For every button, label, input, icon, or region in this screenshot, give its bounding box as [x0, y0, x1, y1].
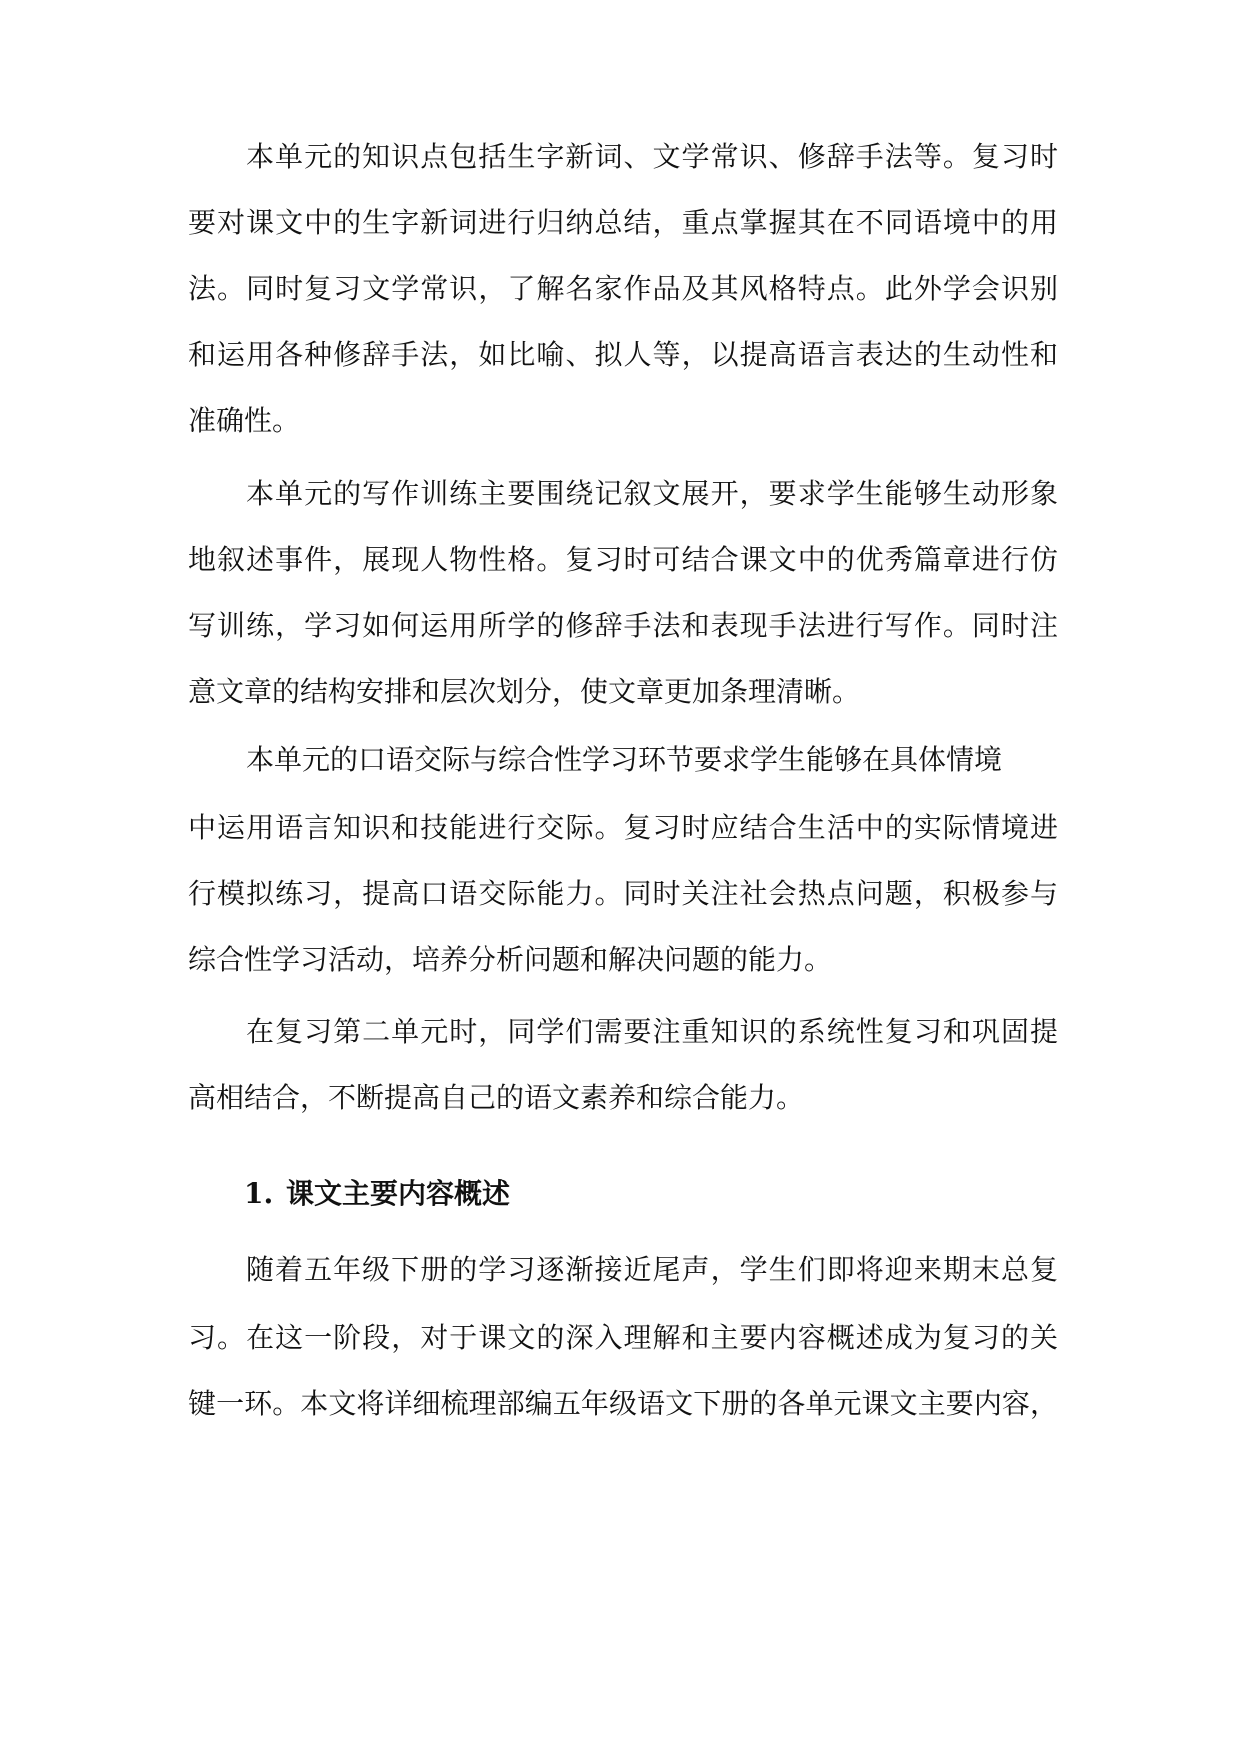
paragraph-5-line-3: 键一环。本文将详细梳理部编五年级语文下册的各单元课文主要内容， — [188, 1387, 1058, 1420]
paragraph-2-line-2: 地叙述事件，展现人物性格。复习时可结合课文中的优秀篇章进行仿 — [188, 543, 1058, 576]
paragraph-1-line-3: 法。同时复习文学常识，了解名家作品及其风格特点。此外学会识别 — [188, 272, 1058, 305]
paragraph-3-line-3: 行模拟练习，提高口语交际能力。同时关注社会热点问题，积极参与 — [188, 877, 1058, 910]
paragraph-4-line-1: 在复习第二单元时，同学们需要注重知识的系统性复习和巩固提 — [246, 1015, 1058, 1048]
paragraph-1-line-5: 准确性。 — [188, 404, 301, 437]
paragraph-2-line-3: 写训练，学习如何运用所学的修辞手法和表现手法进行写作。同时注 — [188, 609, 1058, 642]
paragraph-5-line-1: 随着五年级下册的学习逐渐接近尾声，学生们即将迎来期末总复 — [246, 1253, 1058, 1286]
paragraph-3-line-4: 综合性学习活动，培养分析问题和解决问题的能力。 — [188, 943, 833, 976]
paragraph-1-line-4: 和运用各种修辞手法，如比喻、拟人等，以提高语言表达的生动性和 — [188, 338, 1058, 371]
paragraph-1-line-2: 要对课文中的生字新词进行归纳总结，重点掌握其在不同语境中的用 — [188, 206, 1058, 239]
paragraph-3-line-2: 中运用语言知识和技能进行交际。复习时应结合生活中的实际情境进 — [188, 811, 1058, 844]
paragraph-4-line-2: 高相结合，不断提高自己的语文素养和综合能力。 — [188, 1081, 805, 1114]
paragraph-1-line-1: 本单元的知识点包括生字新词、文学常识、修辞手法等。复习时 — [246, 140, 1058, 173]
section-heading — [244, 1174, 644, 1214]
paragraph-2-line-4: 意文章的结构安排和层次划分，使文章更加条理清晰。 — [188, 675, 861, 708]
section-title: 课文主要内容概述 — [286, 1177, 511, 1210]
paragraph-5-line-2: 习。在这一阶段，对于课文的深入理解和主要内容概述成为复习的关 — [188, 1321, 1058, 1354]
section-number: 1. — [244, 1177, 274, 1210]
paragraph-3-line-1: 本单元的口语交际与综合性学习环节要求学生能够在具体情境 — [246, 743, 1003, 776]
paragraph-2-line-1: 本单元的写作训练主要围绕记叙文展开，要求学生能够生动形象 — [246, 477, 1058, 510]
